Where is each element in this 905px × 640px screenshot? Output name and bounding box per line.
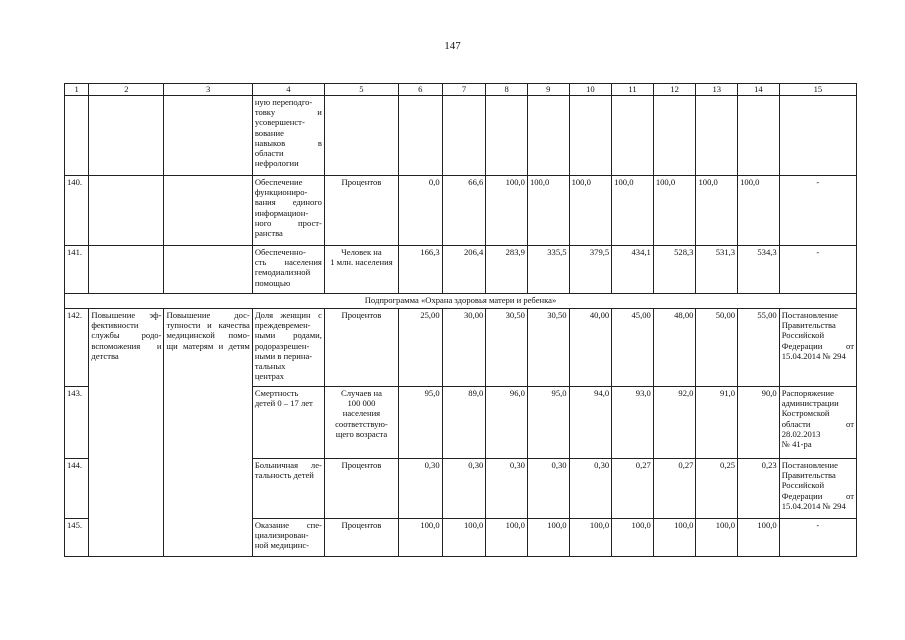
row-number: 140. xyxy=(65,176,89,246)
header-cell: 7 xyxy=(442,84,486,96)
source-line: Распоряжение xyxy=(781,388,834,398)
row-number: 141. xyxy=(65,246,89,294)
value-cell xyxy=(738,96,780,176)
indicator-line: центрах xyxy=(254,371,285,382)
table-row xyxy=(65,96,857,176)
source-line: Постановление xyxy=(781,310,838,320)
value-cell: 534,3 xyxy=(738,246,780,294)
table-row xyxy=(65,309,857,387)
indicator-line: сть населения xyxy=(254,257,322,268)
value-cell: 100,0 xyxy=(612,519,654,557)
indicator-cell xyxy=(252,459,324,519)
goal-cell xyxy=(89,176,164,246)
header-cell: 4 xyxy=(252,84,324,96)
table-row xyxy=(65,246,857,294)
value-cell: 100,0 xyxy=(696,519,738,557)
task-cell xyxy=(164,96,252,176)
source-cell: - xyxy=(779,176,856,246)
indicator-line: гемодиализной xyxy=(254,267,311,278)
source-line: Правительства xyxy=(781,320,836,331)
indicator-line: Доля женщин с xyxy=(254,310,322,320)
unit-cell xyxy=(324,387,398,459)
value-cell: 0,30 xyxy=(527,459,569,519)
indicator-line: функциониро- xyxy=(254,187,308,198)
value-cell: 379,5 xyxy=(569,246,612,294)
header-cell: 5 xyxy=(324,84,398,96)
value-cell: 283,9 xyxy=(486,246,528,294)
value-cell: 100,0 xyxy=(653,176,696,246)
source-cell xyxy=(779,459,856,519)
value-cell: 0,25 xyxy=(696,459,738,519)
row-number xyxy=(65,96,89,176)
indicator-line: навыков в xyxy=(254,137,322,148)
source-cell: - xyxy=(779,519,856,557)
indicator-line: информацион- xyxy=(254,207,309,218)
header-cell: 10 xyxy=(569,84,612,96)
unit-line: Случаев на xyxy=(341,388,382,398)
indicator-line: циализирован- xyxy=(254,530,309,541)
unit-line: щего возраста xyxy=(335,428,388,439)
value-cell: 528,3 xyxy=(653,246,696,294)
value-cell: 335,5 xyxy=(527,246,569,294)
value-cell: 55,00 xyxy=(738,309,780,387)
value-cell: 100,0 xyxy=(527,176,569,246)
table-row xyxy=(65,176,857,246)
indicator-cell xyxy=(252,176,324,246)
header-cell: 9 xyxy=(527,84,569,96)
task-line: щи матерям и детям xyxy=(166,340,250,351)
indicator-line: нефрологии xyxy=(254,158,299,169)
indicator-line: области xyxy=(254,148,284,159)
source-cell xyxy=(779,309,856,387)
indicator-line: Больничная ле- xyxy=(254,460,322,470)
value-cell: 100,0 xyxy=(442,519,486,557)
indicator-line: Обеспеченно- xyxy=(254,247,306,257)
goal-line: службы родо- xyxy=(91,330,162,341)
indicator-line: ными родами, xyxy=(254,330,322,341)
source-line: администрации xyxy=(781,398,839,409)
indicator-line: родоразрешен- xyxy=(254,340,310,351)
value-cell xyxy=(569,96,612,176)
unit-cell: Процентов xyxy=(324,176,398,246)
value-cell: 0,23 xyxy=(738,459,780,519)
value-cell xyxy=(442,96,486,176)
value-cell: 94,0 xyxy=(569,387,612,459)
unit-cell: Процентов xyxy=(324,519,398,557)
header-cell: 11 xyxy=(612,84,654,96)
source-line: Федерации от xyxy=(781,340,854,351)
source-line: Правительства xyxy=(781,470,836,481)
goal-cell xyxy=(89,309,164,557)
value-cell: 0,27 xyxy=(653,459,696,519)
goal-cell xyxy=(89,96,164,176)
value-cell: 0,30 xyxy=(569,459,612,519)
source-line: Российской xyxy=(781,480,825,491)
indicator-line: ными в перина- xyxy=(254,350,313,361)
indicator-cell xyxy=(252,246,324,294)
header-cell: 15 xyxy=(779,84,856,96)
value-cell: 93,0 xyxy=(612,387,654,459)
unit-cell: Процентов xyxy=(324,309,398,387)
source-line: Российской xyxy=(781,330,825,341)
row-number: 143. xyxy=(65,387,89,459)
source-line: 15.04.2014 № 294 xyxy=(781,350,846,361)
value-cell xyxy=(612,96,654,176)
source-line: 15.04.2014 № 294 xyxy=(781,500,846,511)
value-cell: 100,0 xyxy=(653,519,696,557)
indicator-line: товку и xyxy=(254,107,322,118)
indicator-line: ранства xyxy=(254,228,283,239)
value-cell: 25,00 xyxy=(399,309,443,387)
task-cell xyxy=(164,176,252,246)
value-cell: 100,0 xyxy=(612,176,654,246)
header-cell: 2 xyxy=(89,84,164,96)
value-cell xyxy=(399,96,443,176)
value-cell: 45,00 xyxy=(612,309,654,387)
indicator-line: преждевремен- xyxy=(254,320,311,331)
value-cell xyxy=(696,96,738,176)
unit-line: 1 млн. населения xyxy=(330,257,393,268)
value-cell: 0,0 xyxy=(399,176,443,246)
indicator-line: тальность детей xyxy=(254,470,314,481)
value-cell: 100,0 xyxy=(569,176,612,246)
header-cell: 1 xyxy=(65,84,89,96)
goal-line: детства xyxy=(91,350,119,361)
value-cell: 100,0 xyxy=(527,519,569,557)
goal-cell xyxy=(89,246,164,294)
value-cell: 531,3 xyxy=(696,246,738,294)
value-cell: 90,0 xyxy=(738,387,780,459)
source-line: № 41-ра xyxy=(781,439,812,450)
value-cell: 100,0 xyxy=(738,519,780,557)
task-line: Повышение дос- xyxy=(166,310,250,320)
indicator-cell xyxy=(252,96,324,176)
value-cell: 0,30 xyxy=(399,459,443,519)
indicator-line: помощью xyxy=(254,277,291,288)
value-cell: 0,30 xyxy=(486,459,528,519)
header-cell: 6 xyxy=(399,84,443,96)
goal-line: Повышение эф- xyxy=(91,310,162,320)
task-cell xyxy=(164,246,252,294)
page-number: 147 xyxy=(444,40,461,52)
value-cell: 100,0 xyxy=(486,519,528,557)
value-cell: 40,00 xyxy=(569,309,612,387)
value-cell xyxy=(486,96,528,176)
unit-cell xyxy=(324,96,398,176)
indicator-line: Смертность xyxy=(254,388,299,398)
row-number: 145. xyxy=(65,519,89,557)
value-cell: 95,0 xyxy=(399,387,443,459)
value-cell: 30,00 xyxy=(442,309,486,387)
indicators-table xyxy=(64,83,857,557)
indicator-line: вания единого xyxy=(254,197,322,208)
unit-cell: Процентов xyxy=(324,459,398,519)
value-cell: 89,0 xyxy=(442,387,486,459)
source-cell xyxy=(779,96,856,176)
source-line: области от xyxy=(781,418,854,429)
source-cell xyxy=(779,387,856,459)
source-line: Костромской xyxy=(781,408,830,419)
indicator-cell xyxy=(252,519,324,557)
subprogram-title: Подпрограмма «Охрана здоровья матери и ребенка» xyxy=(65,294,857,309)
value-cell: 100,0 xyxy=(486,176,528,246)
header-cell: 13 xyxy=(696,84,738,96)
value-cell: 30,50 xyxy=(527,309,569,387)
value-cell: 95,0 xyxy=(527,387,569,459)
value-cell: 30,50 xyxy=(486,309,528,387)
indicator-cell xyxy=(252,387,324,459)
source-line: Федерации от xyxy=(781,490,854,501)
goal-line: вспоможения и xyxy=(91,340,162,351)
value-cell xyxy=(527,96,569,176)
value-cell: 48,00 xyxy=(653,309,696,387)
task-line: тупности и качества xyxy=(166,320,250,331)
value-cell: 100,0 xyxy=(738,176,780,246)
section-row xyxy=(65,294,857,309)
indicator-line: Обеспечение xyxy=(254,177,303,187)
value-cell: 100,0 xyxy=(399,519,443,557)
row-number: 142. xyxy=(65,309,89,387)
value-cell: 206,4 xyxy=(442,246,486,294)
value-cell: 166,3 xyxy=(399,246,443,294)
value-cell xyxy=(653,96,696,176)
header-cell: 3 xyxy=(164,84,252,96)
header-cell: 8 xyxy=(486,84,528,96)
header-cell: 14 xyxy=(738,84,780,96)
unit-line: населения xyxy=(342,408,381,419)
task-cell xyxy=(164,309,252,557)
source-line: Постановление xyxy=(781,460,838,470)
indicator-line: тальных xyxy=(254,361,286,372)
task-line: медицинской помо- xyxy=(166,330,250,341)
value-cell: 91,0 xyxy=(696,387,738,459)
value-cell: 434,1 xyxy=(612,246,654,294)
indicator-line: детей 0 – 17 лет xyxy=(254,398,313,409)
goal-line: фективности xyxy=(91,320,139,331)
indicator-line: ного прост- xyxy=(254,217,322,228)
indicator-line: Оказание спе- xyxy=(254,520,322,530)
indicator-line: усовершенст- xyxy=(254,117,305,128)
unit-line: соответствую- xyxy=(335,418,388,429)
unit-cell xyxy=(324,246,398,294)
unit-line: 100 000 xyxy=(347,398,376,409)
indicator-cell xyxy=(252,309,324,387)
unit-line: Человек на xyxy=(341,247,382,257)
indicator-line: ной медицинс- xyxy=(254,540,310,551)
row-number: 144. xyxy=(65,459,89,519)
indicator-line: ную переподго- xyxy=(254,97,313,107)
header-cell: 12 xyxy=(653,84,696,96)
source-cell: - xyxy=(779,246,856,294)
value-cell: 0,27 xyxy=(612,459,654,519)
value-cell: 50,00 xyxy=(696,309,738,387)
source-line: 28.02.2013 xyxy=(781,428,821,439)
value-cell: 92,0 xyxy=(653,387,696,459)
value-cell: 96,0 xyxy=(486,387,528,459)
value-cell: 100,0 xyxy=(696,176,738,246)
value-cell: 100,0 xyxy=(569,519,612,557)
value-cell: 0,30 xyxy=(442,459,486,519)
header-row xyxy=(65,84,857,96)
value-cell: 66,6 xyxy=(442,176,486,246)
indicator-line: вование xyxy=(254,127,284,138)
